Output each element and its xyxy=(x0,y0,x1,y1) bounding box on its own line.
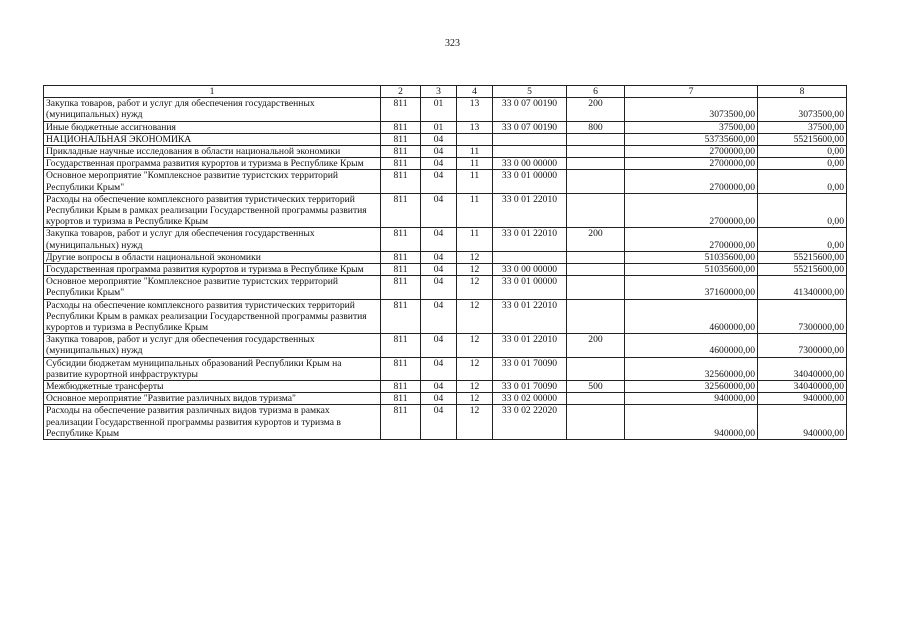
amount-year2-cell: 3073500,00 xyxy=(758,98,847,121)
amount-year2-cell: 0,00 xyxy=(758,228,847,251)
target-article-cell: 33 0 01 22010 xyxy=(493,334,567,357)
section-cell: 04 xyxy=(421,299,457,334)
admin-code-cell: 811 xyxy=(381,405,421,440)
item-name-cell: Межбюджетные трансферты xyxy=(44,381,381,393)
section-cell: 01 xyxy=(421,98,457,121)
amount-year2-cell: 7300000,00 xyxy=(758,299,847,334)
header-cell: 8 xyxy=(758,86,847,98)
target-article-cell: 33 0 01 00000 xyxy=(493,170,567,193)
item-name-cell: Иные бюджетные ассигнования xyxy=(44,121,381,133)
amount-year2-cell: 0,00 xyxy=(758,170,847,193)
expense-type-cell xyxy=(567,170,625,193)
expense-type-cell xyxy=(567,133,625,145)
table-row xyxy=(44,133,847,145)
amount-year1-cell: 940000,00 xyxy=(625,405,758,440)
header-cell: 3 xyxy=(421,86,457,98)
admin-code-cell: 811 xyxy=(381,357,421,380)
expense-type-cell xyxy=(567,299,625,334)
section-cell: 04 xyxy=(421,251,457,263)
amount-year1-cell: 2700000,00 xyxy=(625,158,758,170)
subsection-cell: 12 xyxy=(457,393,493,405)
table-row xyxy=(44,193,847,228)
expense-type-cell xyxy=(567,251,625,263)
subsection-cell: 12 xyxy=(457,357,493,380)
amount-year2-cell: 55215600,00 xyxy=(758,133,847,145)
table-row xyxy=(44,299,847,334)
budget-table xyxy=(43,85,847,440)
section-cell: 04 xyxy=(421,146,457,158)
target-article-cell: 33 0 01 22010 xyxy=(493,228,567,251)
admin-code-cell: 811 xyxy=(381,276,421,299)
amount-year2-cell: 55215600,00 xyxy=(758,251,847,263)
target-article-cell: 33 0 07 00190 xyxy=(493,98,567,121)
subsection-cell: 12 xyxy=(457,299,493,334)
admin-code-cell: 811 xyxy=(381,146,421,158)
amount-year1-cell: 4600000,00 xyxy=(625,299,758,334)
amount-year1-cell: 37160000,00 xyxy=(625,276,758,299)
section-cell: 04 xyxy=(421,276,457,299)
subsection-cell xyxy=(457,133,493,145)
table-row xyxy=(44,357,847,380)
section-cell: 04 xyxy=(421,133,457,145)
admin-code-cell: 811 xyxy=(381,299,421,334)
subsection-cell: 11 xyxy=(457,170,493,193)
amount-year1-cell: 32560000,00 xyxy=(625,381,758,393)
amount-year2-cell: 34040000,00 xyxy=(758,357,847,380)
subsection-cell: 12 xyxy=(457,405,493,440)
expense-type-cell: 200 xyxy=(567,98,625,121)
amount-year1-cell: 3073500,00 xyxy=(625,98,758,121)
expense-type-cell xyxy=(567,158,625,170)
table-row xyxy=(44,393,847,405)
expense-type-cell xyxy=(567,357,625,380)
section-cell: 04 xyxy=(421,228,457,251)
amount-year2-cell: 55215600,00 xyxy=(758,264,847,276)
header-cell: 5 xyxy=(493,86,567,98)
section-cell: 04 xyxy=(421,393,457,405)
target-article-cell: 33 0 01 22010 xyxy=(493,299,567,334)
header-cell: 2 xyxy=(381,86,421,98)
page-number: 323 xyxy=(445,38,460,49)
admin-code-cell: 811 xyxy=(381,381,421,393)
admin-code-cell: 811 xyxy=(381,228,421,251)
subsection-cell: 11 xyxy=(457,193,493,228)
table-row xyxy=(44,405,847,440)
target-article-cell: 33 0 00 00000 xyxy=(493,158,567,170)
item-name-cell: Закупка товаров, работ и услуг для обеспечения государственных (муниципальных) нужд xyxy=(44,334,381,357)
admin-code-cell: 811 xyxy=(381,121,421,133)
table-row xyxy=(44,264,847,276)
expense-type-cell xyxy=(567,193,625,228)
header-cell: 1 xyxy=(44,86,381,98)
amount-year1-cell: 4600000,00 xyxy=(625,334,758,357)
item-name-cell: Расходы на обеспечение комплексного развития туристических территорий Республики Крым в рамках реализации Государственной программы развития курортов и туризма в Республике Крым xyxy=(44,299,381,334)
section-cell: 04 xyxy=(421,158,457,170)
amount-year1-cell: 2700000,00 xyxy=(625,170,758,193)
table-row xyxy=(44,98,847,121)
table-row xyxy=(44,251,847,263)
amount-year1-cell: 2700000,00 xyxy=(625,193,758,228)
section-cell: 04 xyxy=(421,381,457,393)
amount-year2-cell: 41340000,00 xyxy=(758,276,847,299)
section-cell: 04 xyxy=(421,357,457,380)
section-cell: 04 xyxy=(421,193,457,228)
header-cell: 4 xyxy=(457,86,493,98)
subsection-cell: 12 xyxy=(457,334,493,357)
table-row xyxy=(44,276,847,299)
expense-type-cell: 800 xyxy=(567,121,625,133)
admin-code-cell: 811 xyxy=(381,264,421,276)
amount-year2-cell: 0,00 xyxy=(758,193,847,228)
subsection-cell: 12 xyxy=(457,381,493,393)
item-name-cell: Основное мероприятие "Комплексное развитие туристских территорий Республики Крым" xyxy=(44,276,381,299)
subsection-cell: 13 xyxy=(457,121,493,133)
admin-code-cell: 811 xyxy=(381,170,421,193)
subsection-cell: 12 xyxy=(457,276,493,299)
table-row xyxy=(44,121,847,133)
amount-year1-cell: 51035600,00 xyxy=(625,251,758,263)
expense-type-cell: 500 xyxy=(567,381,625,393)
subsection-cell: 11 xyxy=(457,228,493,251)
expense-type-cell: 200 xyxy=(567,334,625,357)
target-article-cell xyxy=(493,146,567,158)
amount-year2-cell: 37500,00 xyxy=(758,121,847,133)
section-cell: 04 xyxy=(421,334,457,357)
item-name-cell: Другие вопросы в области национальной экономики xyxy=(44,251,381,263)
admin-code-cell: 811 xyxy=(381,98,421,121)
expense-type-cell xyxy=(567,405,625,440)
amount-year2-cell: 0,00 xyxy=(758,146,847,158)
target-article-cell xyxy=(493,251,567,263)
target-article-cell: 33 0 01 70090 xyxy=(493,381,567,393)
amount-year1-cell: 53735600,00 xyxy=(625,133,758,145)
table-row xyxy=(44,381,847,393)
subsection-cell: 13 xyxy=(457,98,493,121)
admin-code-cell: 811 xyxy=(381,334,421,357)
section-cell: 04 xyxy=(421,264,457,276)
expense-type-cell xyxy=(567,393,625,405)
amount-year1-cell: 32560000,00 xyxy=(625,357,758,380)
expense-type-cell: 200 xyxy=(567,228,625,251)
amount-year2-cell: 34040000,00 xyxy=(758,381,847,393)
subsection-cell: 12 xyxy=(457,251,493,263)
amount-year1-cell: 51035600,00 xyxy=(625,264,758,276)
amount-year1-cell: 2700000,00 xyxy=(625,146,758,158)
section-cell: 04 xyxy=(421,170,457,193)
admin-code-cell: 811 xyxy=(381,193,421,228)
item-name-cell: Закупка товаров, работ и услуг для обеспечения государственных (муниципальных) нужд xyxy=(44,228,381,251)
header-row xyxy=(44,86,847,98)
amount-year1-cell: 37500,00 xyxy=(625,121,758,133)
target-article-cell: 33 0 00 00000 xyxy=(493,264,567,276)
table-row xyxy=(44,158,847,170)
item-name-cell: Государственная программа развития курортов и туризма в Республике Крым xyxy=(44,264,381,276)
amount-year2-cell: 940000,00 xyxy=(758,405,847,440)
item-name-cell: Основное мероприятие "Комплексное развитие туристских территорий Республики Крым" xyxy=(44,170,381,193)
item-name-cell: Субсидии бюджетам муниципальных образований Республики Крым на развитие курортной инфраструктуры xyxy=(44,357,381,380)
admin-code-cell: 811 xyxy=(381,393,421,405)
section-cell: 01 xyxy=(421,121,457,133)
amount-year2-cell: 7300000,00 xyxy=(758,334,847,357)
table-row xyxy=(44,334,847,357)
header-cell: 7 xyxy=(625,86,758,98)
subsection-cell: 11 xyxy=(457,146,493,158)
target-article-cell: 33 0 01 70090 xyxy=(493,357,567,380)
header-cell: 6 xyxy=(567,86,625,98)
amount-year2-cell: 940000,00 xyxy=(758,393,847,405)
target-article-cell: 33 0 01 00000 xyxy=(493,276,567,299)
expense-type-cell xyxy=(567,264,625,276)
amount-year1-cell: 2700000,00 xyxy=(625,228,758,251)
item-name-cell: Основное мероприятие "Развитие различных видов туризма" xyxy=(44,393,381,405)
section-cell: 04 xyxy=(421,405,457,440)
expense-type-cell xyxy=(567,146,625,158)
subsection-cell: 11 xyxy=(457,158,493,170)
expense-type-cell xyxy=(567,276,625,299)
amount-year1-cell: 940000,00 xyxy=(625,393,758,405)
item-name-cell: Расходы на обеспечение развития различных видов туризма в рамках реализации Государственной программы развития курортов и туризма в Республике Крым xyxy=(44,405,381,440)
subsection-cell: 12 xyxy=(457,264,493,276)
item-name-cell: Государственная программа развития курортов и туризма в Республике Крым xyxy=(44,158,381,170)
table-row xyxy=(44,146,847,158)
target-article-cell: 33 0 01 22010 xyxy=(493,193,567,228)
item-name-cell: Закупка товаров, работ и услуг для обеспечения государственных (муниципальных) нужд xyxy=(44,98,381,121)
amount-year2-cell: 0,00 xyxy=(758,158,847,170)
target-article-cell: 33 0 02 00000 xyxy=(493,393,567,405)
table-row xyxy=(44,170,847,193)
target-article-cell xyxy=(493,133,567,145)
admin-code-cell: 811 xyxy=(381,133,421,145)
item-name-cell: НАЦИОНАЛЬНАЯ ЭКОНОМИКА xyxy=(44,133,381,145)
target-article-cell: 33 0 07 00190 xyxy=(493,121,567,133)
admin-code-cell: 811 xyxy=(381,158,421,170)
item-name-cell: Расходы на обеспечение комплексного развития туристических территорий Республики Крым в рамках реализации Государственной программы развития курортов и туризма в Республике Крым xyxy=(44,193,381,228)
admin-code-cell: 811 xyxy=(381,251,421,263)
table-row xyxy=(44,228,847,251)
item-name-cell: Прикладные научные исследования в области национальной экономики xyxy=(44,146,381,158)
target-article-cell: 33 0 02 22020 xyxy=(493,405,567,440)
